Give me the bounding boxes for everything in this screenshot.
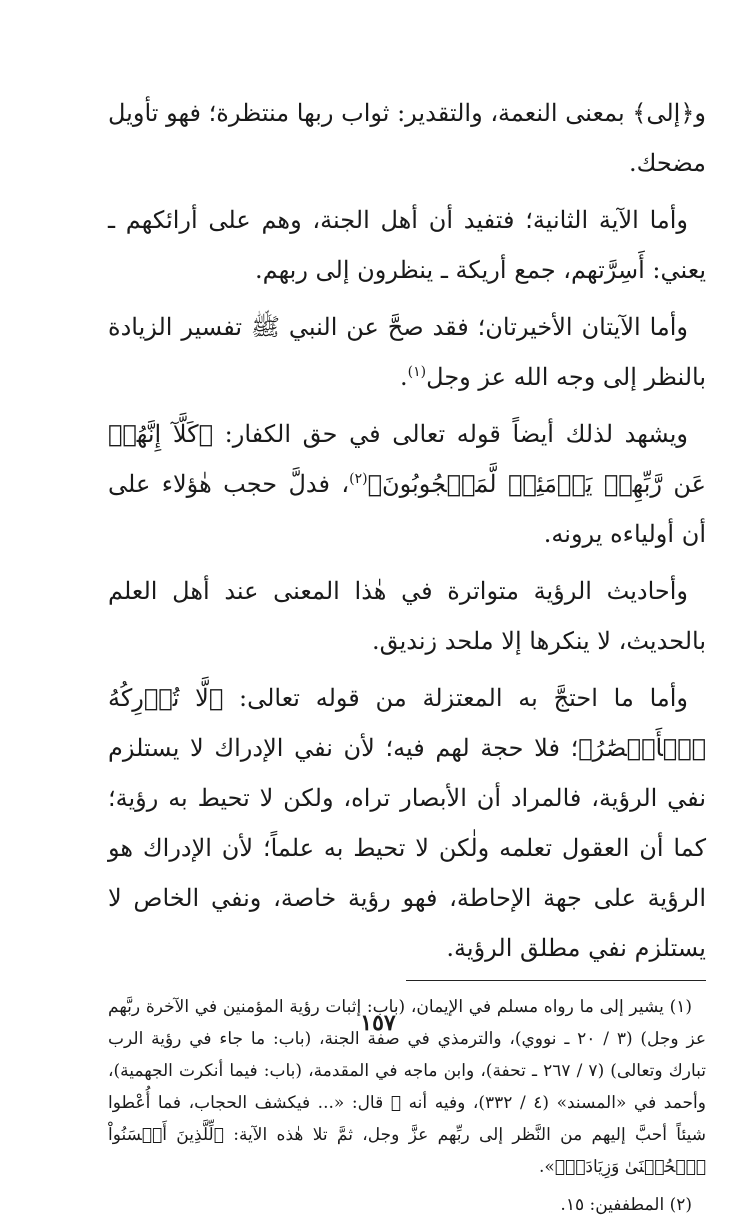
paragraph-5: وأحاديث الرؤية متواترة في هٰذا المعنى عند أهل العلم بالحديث، لا ينكرها إلا ملحد زنديق. — [108, 577, 706, 655]
paragraph-3-end: . — [400, 363, 408, 391]
footnote-ref-2[interactable]: (٢) — [349, 471, 368, 487]
footnote-1: (١) يشير إلى ما رواه مسلم في الإيمان، (باب: إثبات رؤية المؤمنين في الآخرة ربَّهم عز وجل) (٣ / ٢٠ ـ نووي)، والترمذي في صفة الجنة، (باب: ما جاء في رؤية الرب تبارك وتعالى) (٧ / ٢٦٧ ـ تحفة)، وابن ماجه في المقدمة، (باب: فيما أنكرت الجهمية)، وأحمد في «المسند» (٤ / ٣٣٢)، وفيه أنه ﷺ قال: «... فيكشف الحجاب، فما أُعْطوا شيئاً أحبَّ إليهم من النَّظر إلى ربِّهم عزَّ وجل، ثمَّ تلا هٰذه الآية: ﴿لِّلَّذِينَ أَحۡسَنُواْ ٱلۡحُسۡنَىٰ وَزِيَادَةٞ﴾». — [108, 997, 706, 1177]
paragraph-4-end: ، فدلَّ حجب هٰؤلاء على أن أولياءه يرونه. — [108, 470, 706, 548]
paragraph-3-text: وأما الآيتان الأخيرتان؛ فقد صحَّ عن النبي ﷺ تفسير الزيادة بالنظر إلى وجه الله عز وجل — [108, 313, 706, 391]
page-body — [108, 88, 706, 1221]
paragraph-4-text: ويشهد لذلك أيضاً قوله تعالى في حق الكفار: ﴿كَلَّآ إِنَّهُمۡ عَن رَّبِّهِمۡ يَوۡمَئِذٖ لَّمَحۡجُوبُونَ﴾ — [108, 420, 706, 498]
page-number: ١٥٧ — [360, 1010, 396, 1036]
paragraph-1: و﴿إلى﴾ بمعنى النعمة، والتقدير: ثواب ربها منتظرة؛ فهو تأويل مضحك. — [108, 99, 706, 177]
paragraph-4 — [108, 409, 706, 559]
footnote-2: (٢) المطففين: ١٥. — [560, 1195, 692, 1215]
paragraph-6: وأما ما احتجَّ به المعتزلة من قوله تعالى: ﴿لَّا تُدۡرِكُهُ ٱلۡأَبۡصَٰرُ﴾؛ فلا حجة لهم فيه؛ لأن نفي الإدراك لا يستلزم نفي الرؤية، فالمراد أن الأبصار تراه، ولكن لا تحيط به رؤية؛ كما أن العقول تعلمه ولٰكن لا تحيط به علماً؛ لأن الإدراك هو الرؤية على جهة الإحاطة، فهو رؤية خاصة، ونفي الخاص لا يستلزم نفي مطلق الرؤية. — [108, 684, 706, 962]
paragraph-2: وأما الآية الثانية؛ فتفيد أن أهل الجنة، وهم على أرائكهم ـ يعني: أَسِرَّتهم، جمع أريكة ـ ينظرون إلى ربهم. — [108, 206, 706, 284]
paragraph-3 — [108, 302, 706, 402]
footnote-divider — [406, 980, 706, 981]
footnote-ref-1[interactable]: (١) — [407, 364, 427, 380]
